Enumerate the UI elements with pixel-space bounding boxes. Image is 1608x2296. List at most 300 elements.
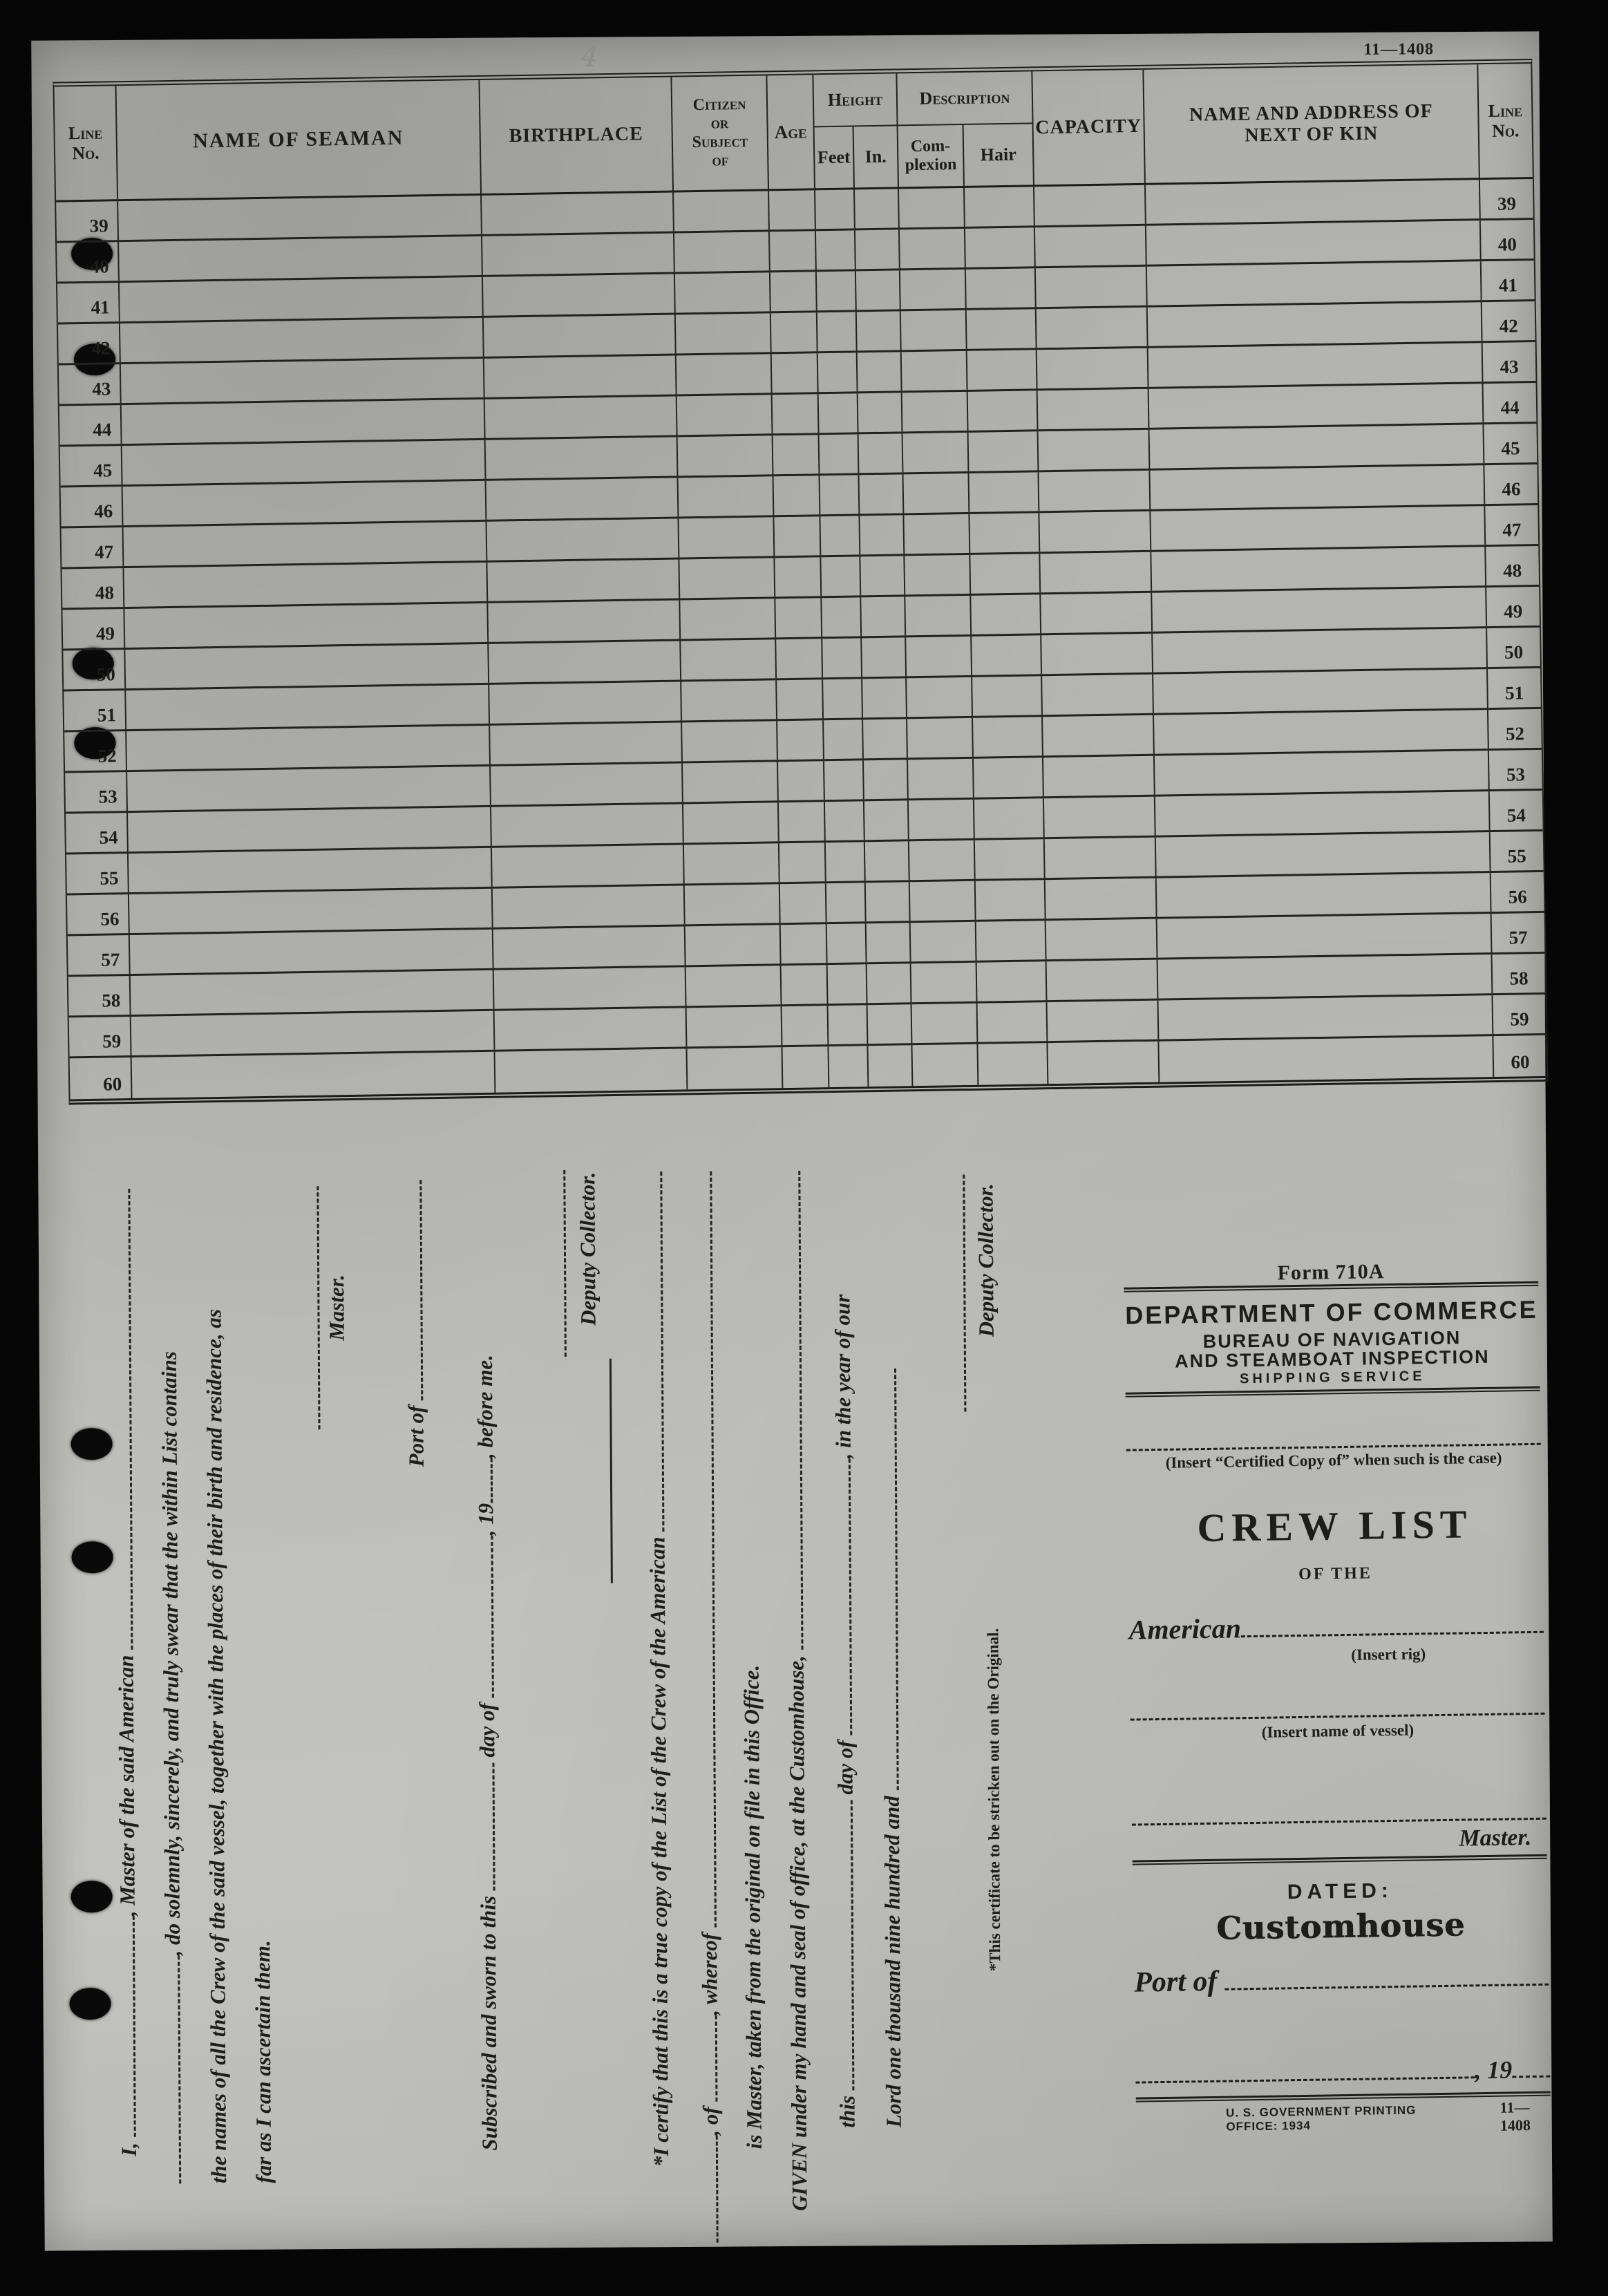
row-cell	[777, 720, 824, 760]
row-cell	[866, 882, 911, 921]
form-text: day of	[474, 1697, 500, 1763]
form-text: , whereof	[697, 1927, 722, 2015]
row-cell	[859, 433, 904, 473]
row-cell	[125, 644, 489, 688]
row-cell	[775, 598, 822, 637]
row-line-number-left: 51	[64, 690, 126, 730]
certify-line-4	[781, 1171, 812, 2211]
blank-field	[114, 1189, 133, 1650]
row-cell	[820, 434, 860, 473]
row-cell	[861, 596, 906, 636]
row-line-number-right: 48	[1503, 560, 1522, 581]
deputy-collector-signature-line-2	[963, 1174, 966, 1411]
row-line-number-left: 58	[68, 976, 131, 1015]
date-blank-field	[1135, 2071, 1475, 2083]
row-cell	[855, 229, 900, 269]
header-next-of-kin: NAME AND ADDRESS OF NEXT OF KIN	[1144, 64, 1480, 183]
row-line-number-right: 58	[1509, 968, 1529, 989]
row-cell	[674, 191, 770, 231]
blank-field	[701, 2015, 717, 2102]
american-rig-line	[1128, 1608, 1544, 1646]
row-cell	[126, 726, 491, 770]
certify-line-3	[739, 1665, 767, 2149]
row-cell	[1153, 628, 1488, 672]
row-cell	[865, 841, 910, 881]
row-cell	[1152, 587, 1487, 632]
row-cell	[124, 563, 488, 607]
row-cell	[489, 681, 682, 723]
form-text: , of	[698, 2101, 723, 2136]
row-cell	[119, 236, 483, 281]
blank-field	[646, 1171, 664, 1532]
form-text: is Master, taken from the original on file in this Office.	[739, 1664, 766, 2149]
form-text: *I certify that this is a true copy of the List of the Crew of the American	[645, 1531, 674, 2167]
row-cell	[899, 188, 965, 227]
row-cell	[820, 475, 860, 514]
row-cell	[824, 760, 864, 800]
row-cell	[779, 843, 826, 882]
row-line-number-right: 42	[1499, 315, 1518, 337]
blank-field	[119, 1916, 136, 2137]
row-cell	[1046, 878, 1157, 919]
row-cell	[679, 558, 775, 598]
row-cell	[903, 433, 969, 472]
row-cell	[120, 277, 484, 321]
row-cell	[1155, 751, 1490, 795]
blank-field	[835, 1458, 853, 1735]
row-cell	[482, 234, 675, 275]
row-cell	[680, 599, 776, 639]
row-cell	[863, 719, 908, 758]
row-cell	[775, 557, 822, 596]
oath-line-2	[155, 1178, 187, 2183]
row-cell	[685, 884, 781, 924]
row-cell	[1048, 1042, 1160, 1084]
row-cell	[679, 476, 775, 516]
blank-field	[477, 1458, 493, 1503]
form-text: GIVEN under my hand and seal of office, at the Customhouse,	[784, 1650, 812, 2212]
row-cell	[776, 639, 823, 678]
row-cell	[1147, 261, 1482, 305]
row-line-number-right: 53	[1506, 764, 1526, 785]
row-cell	[975, 839, 1046, 879]
rotated-oath-section	[62, 1128, 1016, 2281]
row-cell	[824, 719, 864, 759]
row-cell	[777, 679, 824, 719]
row-line-number-right: 57	[1508, 927, 1528, 948]
form-text: Subscribed and sworn to this	[475, 1890, 502, 2151]
row-cell	[1157, 914, 1493, 958]
form-text: Port of	[404, 1400, 428, 1467]
row-cell	[124, 522, 488, 566]
port-of-line	[402, 1180, 429, 1467]
row-cell	[774, 476, 821, 515]
oath-line-1	[111, 1189, 142, 2156]
port-of-label: Port of	[1133, 1965, 1225, 1999]
row-cell	[120, 318, 484, 362]
row-cell	[1037, 308, 1148, 348]
row-cell	[1159, 1036, 1494, 1082]
row-cell	[860, 556, 905, 595]
row-cell	[901, 310, 967, 350]
header-capacity: CAPACITY	[1032, 70, 1146, 185]
row-cell	[1149, 384, 1484, 428]
master-blank-line	[1132, 1818, 1546, 1826]
row-cell	[1046, 919, 1158, 960]
row-cell	[1158, 954, 1493, 999]
row-line-number-right: 60	[1511, 1051, 1530, 1073]
row-cell	[1043, 715, 1155, 756]
row-cell	[906, 637, 972, 676]
row-cell	[770, 272, 817, 311]
row-cell	[489, 641, 681, 682]
blank-field	[837, 1800, 855, 2090]
row-cell	[1148, 343, 1484, 387]
row-cell	[912, 1044, 978, 1086]
row-cell	[858, 393, 903, 432]
row-line-number-right: 52	[1505, 723, 1525, 744]
blank-field	[696, 1171, 717, 1928]
scanned-crew-list-page	[31, 31, 1552, 2250]
crew-list-table	[53, 59, 1548, 1104]
row-cell	[484, 356, 677, 397]
form-text: , 19	[473, 1503, 498, 1536]
row-cell	[493, 926, 686, 968]
row-cell	[1151, 547, 1486, 591]
row-cell	[972, 635, 1042, 675]
row-line-number-right: 46	[1502, 478, 1521, 500]
insert-rig-note: (Insert rig)	[1351, 1645, 1426, 1664]
row-line-number-right: 44	[1500, 397, 1520, 418]
row-cell	[1039, 430, 1151, 471]
row-cell	[782, 1006, 829, 1045]
row-cell	[492, 845, 685, 886]
row-cell	[864, 760, 909, 799]
row-cell	[686, 966, 782, 1006]
row-line-number-left: 39	[56, 201, 119, 241]
row-line-number-right: 49	[1503, 601, 1523, 622]
department-title: DEPARTMENT OF COMMERCE	[1124, 1295, 1538, 1330]
row-cell	[684, 843, 780, 883]
row-cell	[1034, 185, 1146, 226]
row-cell	[681, 639, 777, 679]
row-cell	[1043, 756, 1155, 797]
row-cell	[1041, 634, 1153, 675]
row-cell	[1044, 797, 1156, 838]
blank-field	[164, 1955, 181, 2183]
row-cell	[827, 923, 867, 963]
certify-line-5	[830, 1295, 860, 2128]
row-cell	[1048, 1001, 1160, 1042]
certify-line-2	[692, 1171, 723, 2243]
row-line-number-right: 40	[1497, 234, 1517, 255]
row-cell	[825, 801, 865, 840]
row-line-number-left: 54	[66, 813, 129, 852]
crew-list-cover-panel	[1123, 1229, 1551, 2134]
header-age: Age	[767, 75, 815, 189]
form-code-top-right: 11—1408	[1363, 40, 1435, 59]
row-cell	[864, 800, 909, 840]
row-cell	[1155, 791, 1491, 836]
certified-copy-note: (Insert “Certified Copy of” when such is the case)	[1165, 1449, 1502, 1471]
row-cell	[978, 1002, 1048, 1042]
printing-office-text: U. S. GOVERNMENT PRINTING OFFICE: 1934	[1225, 2103, 1417, 2134]
customhouse-label: Customhouse	[1216, 1906, 1466, 1947]
deputy-collector-caption-2: Deputy Collector.	[973, 1183, 999, 1337]
row-cell	[821, 556, 861, 596]
row-cell	[682, 721, 778, 761]
row-cell	[491, 763, 683, 804]
blank-field	[477, 1535, 494, 1697]
row-cell	[966, 268, 1037, 308]
row-cell	[1151, 506, 1486, 550]
form-text: , Master of the said American	[113, 1649, 140, 1917]
row-line-number-right: 56	[1508, 886, 1527, 907]
bureau-line-1: BUREAU OF NAVIGATION	[1202, 1327, 1462, 1353]
deputy-collector-signature-line	[563, 1170, 567, 1357]
blank-field	[702, 2136, 719, 2243]
row-cell	[817, 312, 858, 351]
crew-list-title: CREW LIST	[1196, 1501, 1473, 1551]
row-cell	[977, 961, 1048, 1001]
rotated-text-frame	[62, 1128, 1016, 2281]
row-cell	[816, 230, 856, 270]
row-line-number-right: 50	[1504, 641, 1524, 663]
row-line-number-left: 53	[65, 772, 128, 811]
row-cell	[1153, 669, 1488, 713]
row-cell	[909, 800, 975, 839]
row-cell	[1047, 960, 1159, 1001]
row-cell	[483, 274, 676, 316]
row-line-number-right: 47	[1502, 519, 1522, 540]
row-line-number-left: 42	[58, 323, 121, 363]
row-cell	[687, 1006, 783, 1046]
row-cell	[904, 514, 970, 554]
header-description-group: Description	[897, 71, 1033, 126]
row-cell	[976, 880, 1046, 920]
row-cell	[487, 559, 680, 601]
row-cell	[131, 1011, 495, 1055]
row-cell	[1038, 389, 1150, 430]
row-cell	[903, 473, 969, 513]
row-cell	[815, 189, 855, 229]
insert-vessel-note: (Insert name of vessel)	[1261, 1721, 1415, 1741]
row-cell	[867, 923, 911, 962]
form-text: day of	[833, 1735, 858, 1800]
row-cell	[486, 518, 679, 560]
year-19-label: , 19	[1474, 2055, 1513, 2085]
row-cell	[829, 1046, 869, 1087]
row-cell	[123, 481, 487, 525]
form-text: I,	[116, 2137, 141, 2156]
row-cell	[820, 516, 860, 555]
row-cell	[860, 515, 905, 554]
row-cell	[856, 270, 901, 310]
row-cell	[1041, 593, 1153, 634]
row-cell	[976, 921, 1047, 961]
row-cell	[778, 761, 825, 800]
row-line-number-right: 54	[1506, 804, 1526, 826]
row-cell	[782, 965, 829, 1004]
row-cell	[1150, 465, 1485, 509]
row-line-number-right: 51	[1504, 682, 1524, 704]
row-line-number-left: 44	[59, 405, 122, 444]
row-cell	[482, 193, 674, 234]
row-cell	[868, 1004, 913, 1044]
row-cell	[130, 930, 494, 974]
blank-field	[478, 1762, 495, 1890]
printing-office-line	[1136, 2098, 1551, 2140]
master-signature-line	[316, 1186, 320, 1429]
row-cell	[772, 353, 819, 393]
row-cell	[494, 967, 687, 1008]
row-cell	[122, 399, 486, 444]
row-cell	[681, 680, 777, 720]
row-cell	[132, 1052, 496, 1098]
row-line-number-left: 40	[57, 242, 120, 281]
header-height-group: Height	[813, 73, 898, 127]
form-text: far as I can ascertain them.	[250, 1940, 276, 2183]
row-cell	[127, 766, 491, 811]
row-cell	[969, 513, 1040, 553]
panel-date-line	[1135, 2055, 1551, 2090]
row-cell	[688, 1047, 784, 1089]
row-cell	[905, 596, 972, 635]
row-cell	[823, 679, 863, 718]
row-cell	[862, 678, 907, 717]
row-cell	[131, 970, 495, 1015]
row-cell	[677, 395, 773, 435]
form-text: this	[835, 2090, 860, 2128]
row-line-number-left: 59	[69, 1017, 132, 1056]
row-cell	[1157, 873, 1492, 917]
oath-line-3	[201, 1309, 231, 2183]
row-cell	[968, 390, 1039, 431]
row-cell	[485, 396, 678, 437]
row-line-number-left: 45	[60, 446, 123, 485]
signature-rule	[609, 1359, 613, 1583]
row-cell	[486, 437, 679, 478]
row-line-number-right: 59	[1510, 1008, 1529, 1030]
row-line-number-left: 57	[68, 935, 131, 975]
row-cell	[907, 677, 973, 717]
row-cell	[969, 431, 1039, 471]
shipping-service-label: SHIPPING SERVICE	[1239, 1368, 1426, 1387]
blank-field	[784, 1171, 803, 1650]
form-text: , do solemnly, sincerely, and truly swear that the within List contains	[156, 1351, 185, 1956]
form-text: , in the year of our	[830, 1294, 855, 1459]
row-cell	[685, 925, 782, 965]
row-cell	[826, 883, 867, 922]
form-text: the names of all the Crew of the said vessel, together with the places of their birth and residence, as	[201, 1309, 231, 2184]
table-body	[56, 179, 1546, 1099]
row-cell	[493, 885, 685, 927]
year-blank-field	[1512, 2069, 1550, 2078]
row-cell	[129, 848, 493, 892]
row-cell	[822, 597, 862, 637]
row-cell	[972, 676, 1043, 716]
row-line-number-left: 55	[66, 854, 129, 893]
row-line-number-right: 55	[1507, 845, 1527, 867]
rig-blank-field	[1241, 1626, 1544, 1638]
row-cell	[683, 802, 779, 843]
row-line-number-left: 47	[62, 527, 124, 567]
row-cell	[126, 685, 490, 729]
row-cell	[974, 798, 1045, 838]
row-cell	[911, 922, 977, 961]
row-cell	[1039, 511, 1151, 552]
row-cell	[1156, 832, 1491, 876]
row-cell	[1154, 710, 1489, 754]
deputy-collector-caption: Deputy Collector.	[575, 1171, 600, 1326]
row-line-number-left: 56	[67, 894, 130, 934]
row-cell	[967, 309, 1037, 349]
vessel-name-blank-line	[1131, 1713, 1545, 1721]
row-cell	[129, 889, 493, 933]
row-cell	[771, 312, 818, 352]
panel-master-caption: Master.	[1459, 1825, 1532, 1852]
header-feet: Feet	[815, 126, 855, 188]
row-cell	[867, 963, 912, 1003]
pencil-mark: 4	[579, 40, 600, 74]
row-line-number-left: 52	[64, 731, 127, 771]
header-name-of-seaman: NAME OF SEAMAN	[117, 80, 482, 199]
row-cell	[819, 393, 859, 433]
row-cell	[973, 717, 1043, 757]
form-text: Lord one thousand nine hundred and	[879, 1790, 906, 2128]
row-cell	[770, 231, 817, 270]
row-cell	[971, 594, 1041, 634]
header-hair: Hair	[964, 124, 1034, 186]
row-cell	[1045, 838, 1157, 878]
row-line-number-left: 49	[62, 609, 125, 648]
row-cell	[490, 722, 683, 764]
row-line-number-right: 43	[1500, 356, 1519, 377]
row-cell	[679, 517, 775, 557]
row-cell	[1035, 226, 1147, 267]
row-cell	[858, 352, 902, 391]
row-cell	[495, 1048, 688, 1092]
of-the-label: OF THE	[1298, 1564, 1373, 1584]
row-cell	[910, 881, 976, 921]
row-cell	[488, 600, 681, 641]
certify-line-6	[877, 1368, 907, 2127]
row-cell	[1146, 180, 1481, 224]
row-cell	[121, 359, 485, 403]
dated-label: DATED:	[1287, 1879, 1394, 1904]
bureau-line-2: AND STEAMBOAT INSPECTION	[1174, 1346, 1490, 1372]
row-cell	[491, 804, 684, 845]
panel-port-of-line	[1134, 1960, 1549, 1999]
row-cell	[967, 350, 1038, 390]
row-cell	[912, 1004, 978, 1043]
row-cell	[817, 271, 857, 310]
row-cell	[1037, 348, 1149, 389]
row-cell	[978, 1043, 1048, 1085]
row-cell	[676, 313, 772, 353]
blank-field	[880, 1369, 899, 1791]
row-cell	[829, 1005, 869, 1044]
strike-out-note: *This certificate to be stricken out on the Original.	[984, 1628, 1004, 1972]
row-cell	[118, 196, 482, 240]
row-cell	[862, 637, 907, 677]
row-cell	[1042, 675, 1154, 715]
row-cell	[902, 392, 969, 431]
row-line-number-left: 48	[62, 568, 124, 608]
row-cell	[1150, 424, 1485, 469]
row-cell	[1146, 220, 1482, 265]
header-complexion: Com- plexion	[898, 125, 965, 187]
